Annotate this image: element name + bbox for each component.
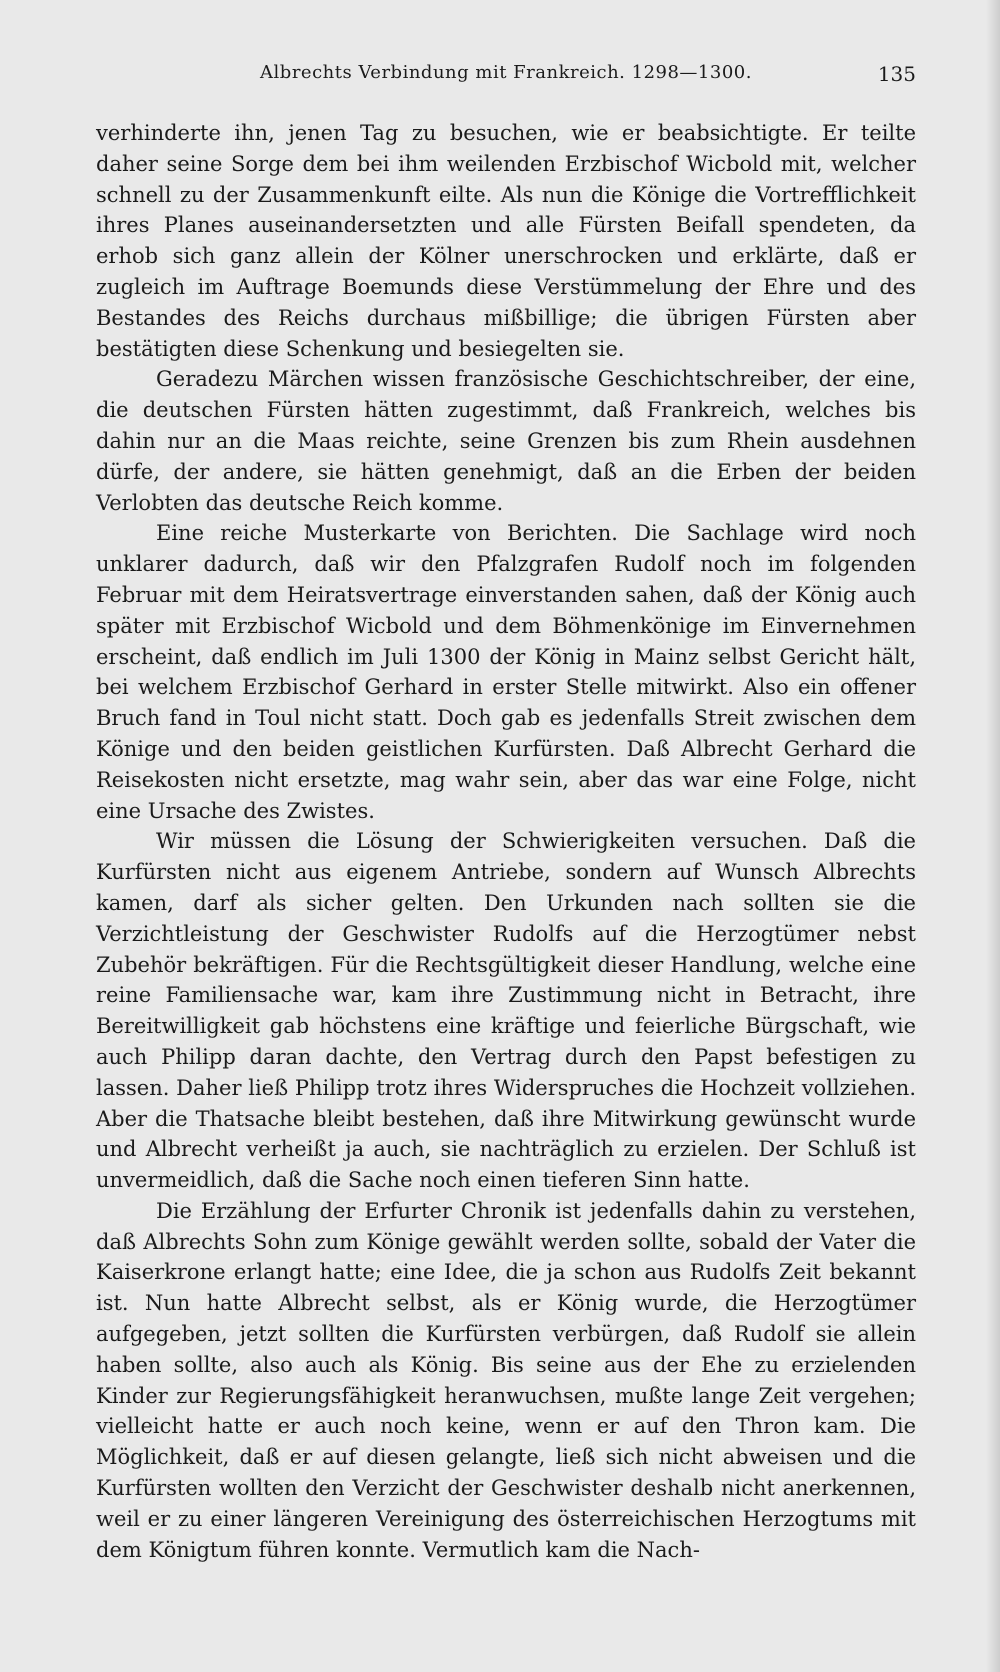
page-header xyxy=(96,62,916,92)
body-text xyxy=(96,118,916,1565)
paragraph-5: Die Erzählung der Erfurter Chronik ist jedenfalls dahin zu verstehen, daß Albrechts Sohn zum Könige gewählt werden sollte, sobald der Vater die Kaiserkrone erlangt hatte; eine Idee, die ja schon aus Rudolfs Zeit bekannt ist. Nun hatte Albrecht selbst, als er König wurde, die Herzogtümer aufgegeben, jetzt sollten die Kurfürsten verbürgen, daß Rudolf sie allein haben sollte, also auch als König. Bis seine aus der Ehe zu erzielenden Kinder zur Regierungsfähigkeit heranwuchsen, mußte lange Zeit vergehen; vielleicht hatte er auch noch keine, wenn er auf den Thron kam. Die Möglichkeit, daß er auf diesen gelangte, ließ sich nicht abweisen und die Kurfürsten wollten den Verzicht der Geschwister deshalb nicht anerkennen, weil er zu einer längeren Vereinigung des österreichischen Herzogtums mit dem Königtum führen konnte. Vermutlich kam die Nach- xyxy=(96,1198,916,1562)
paragraph-1: verhinderte ihn, jenen Tag zu besuchen, wie er beabsichtigte. Er teilte daher seine Sorge dem bei ihm weilenden Erzbischof Wicbold mit, welcher schnell zu der Zusammenkunft eilte. Als nun die Könige die Vortrefflichkeit ihres Planes auseinandersetzten und alle Fürsten Beifall spendeten, da erhob sich ganz allein der Kölner unerschrocken und erklärte, daß er zugleich im Auftrage Boemunds diese Verstümmelung der Ehre und des Bestandes des Reichs durchaus mißbillige; die übrigen Fürsten aber bestätigten diese Schenkung und besiegelten sie. xyxy=(96,121,916,361)
paragraph-4: Wir müssen die Lösung der Schwierigkeiten versuchen. Daß die Kurfürsten nicht aus eigenem Antriebe, sondern auf Wunsch Albrechts kamen, darf als sicher gelten. Den Urkunden nach sollten sie die Verzichtleistung der Geschwister Rudolfs auf die Herzogtümer nebst Zubehör bekräftigen. Für die Rechtsgültigkeit dieser Handlung, welche eine reine Familiensache war, kam ihre Zustimmung nicht in Betracht, ihre Bereitwilligkeit gab höchstens eine kräftige und feierliche Bürgschaft, wie auch Philipp daran dachte, den Vertrag durch den Papst befestigen zu lassen. Daher ließ Philipp trotz ihres Widerspruches die Hochzeit vollziehen. Aber die Thatsache bleibt bestehen, daß ihre Mitwirkung gewünscht wurde und Albrecht verheißt ja auch, sie nachträglich zu erzielen. Der Schluß ist unvermeidlich, daß die Sache noch einen tieferen Sinn hatte. xyxy=(96,829,916,1193)
page-number: 135 xyxy=(877,62,916,86)
running-head: Albrechts Verbindung mit Frankreich. 1298—1300. xyxy=(260,62,752,83)
paragraph-3: Eine reiche Musterkarte von Berichten. Die Sachlage wird noch unklarer dadurch, daß wir den Pfalzgrafen Rudolf noch im folgenden Februar mit dem Heiratsvertrage einverstanden sahen, daß der König auch später mit Erzbischof Wicbold und dem Böhmenkönige im Einvernehmen erscheint, daß endlich im Juli 1300 der König in Mainz selbst Gericht hält, bei welchem Erzbischof Gerhard in erster Stelle mitwirkt. Also ein offener Bruch fand in Toul nicht statt. Doch gab es jedenfalls Streit zwischen dem Könige und den beiden geistlichen Kurfürsten. Daß Albrecht Gerhard die Reisekosten nicht ersetzte, mag wahr sein, aber das war eine Folge, nicht eine Ursache des Zwistes. xyxy=(96,521,916,823)
paragraph-2: Geradezu Märchen wissen französische Geschichtschreiber, der eine, die deutschen Fürsten hätten zugestimmt, daß Frankreich, welches bis dahin nur an die Maas reichte, seine Grenzen bis zum Rhein ausdehnen dürfe, der andere, sie hätten genehmigt, daß an die Erben der beiden Verlobten das deutsche Reich komme. xyxy=(96,367,916,515)
